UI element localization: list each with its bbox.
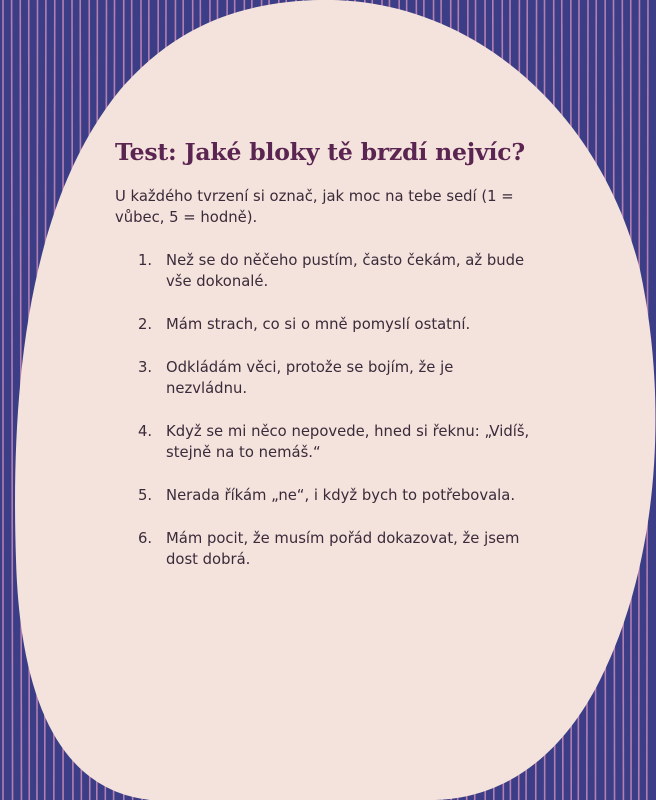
list-item — [138, 357, 538, 399]
item-text: Odkládám věci, protože se bojím, že je nezvládnu. — [166, 359, 454, 397]
list-item — [138, 485, 538, 506]
list-item — [138, 314, 538, 335]
item-text: Když se mi něco nepovede, hned si řeknu: „Vidíš, stejně na to nemáš.“ — [166, 423, 530, 461]
list-item — [138, 528, 538, 570]
item-number: 5. — [138, 487, 153, 504]
item-number: 4. — [138, 423, 153, 440]
intro-text: U každého tvrzení si označ, jak moc na tebe sedí (1 = vůbec, 5 = hodně). — [115, 188, 514, 226]
list-item — [138, 421, 538, 463]
page-title: Test: Jaké bloky tě brzdí nejvíc? — [115, 138, 525, 166]
item-number: 2. — [138, 316, 153, 333]
item-number: 6. — [138, 530, 153, 547]
item-text: Nerada říkám „ne“, i když bych to potřebovala. — [166, 487, 516, 504]
list-item — [138, 250, 538, 292]
item-number: 3. — [138, 359, 153, 376]
item-text: Než se do něčeho pustím, často čekám, až bude vše dokonalé. — [166, 252, 525, 290]
item-text: Mám strach, co si o mně pomyslí ostatní. — [166, 316, 471, 333]
statement-list — [138, 250, 538, 592]
item-number: 1. — [138, 252, 153, 269]
item-text: Mám pocit, že musím pořád dokazovat, že jsem dost dobrá. — [166, 530, 520, 568]
